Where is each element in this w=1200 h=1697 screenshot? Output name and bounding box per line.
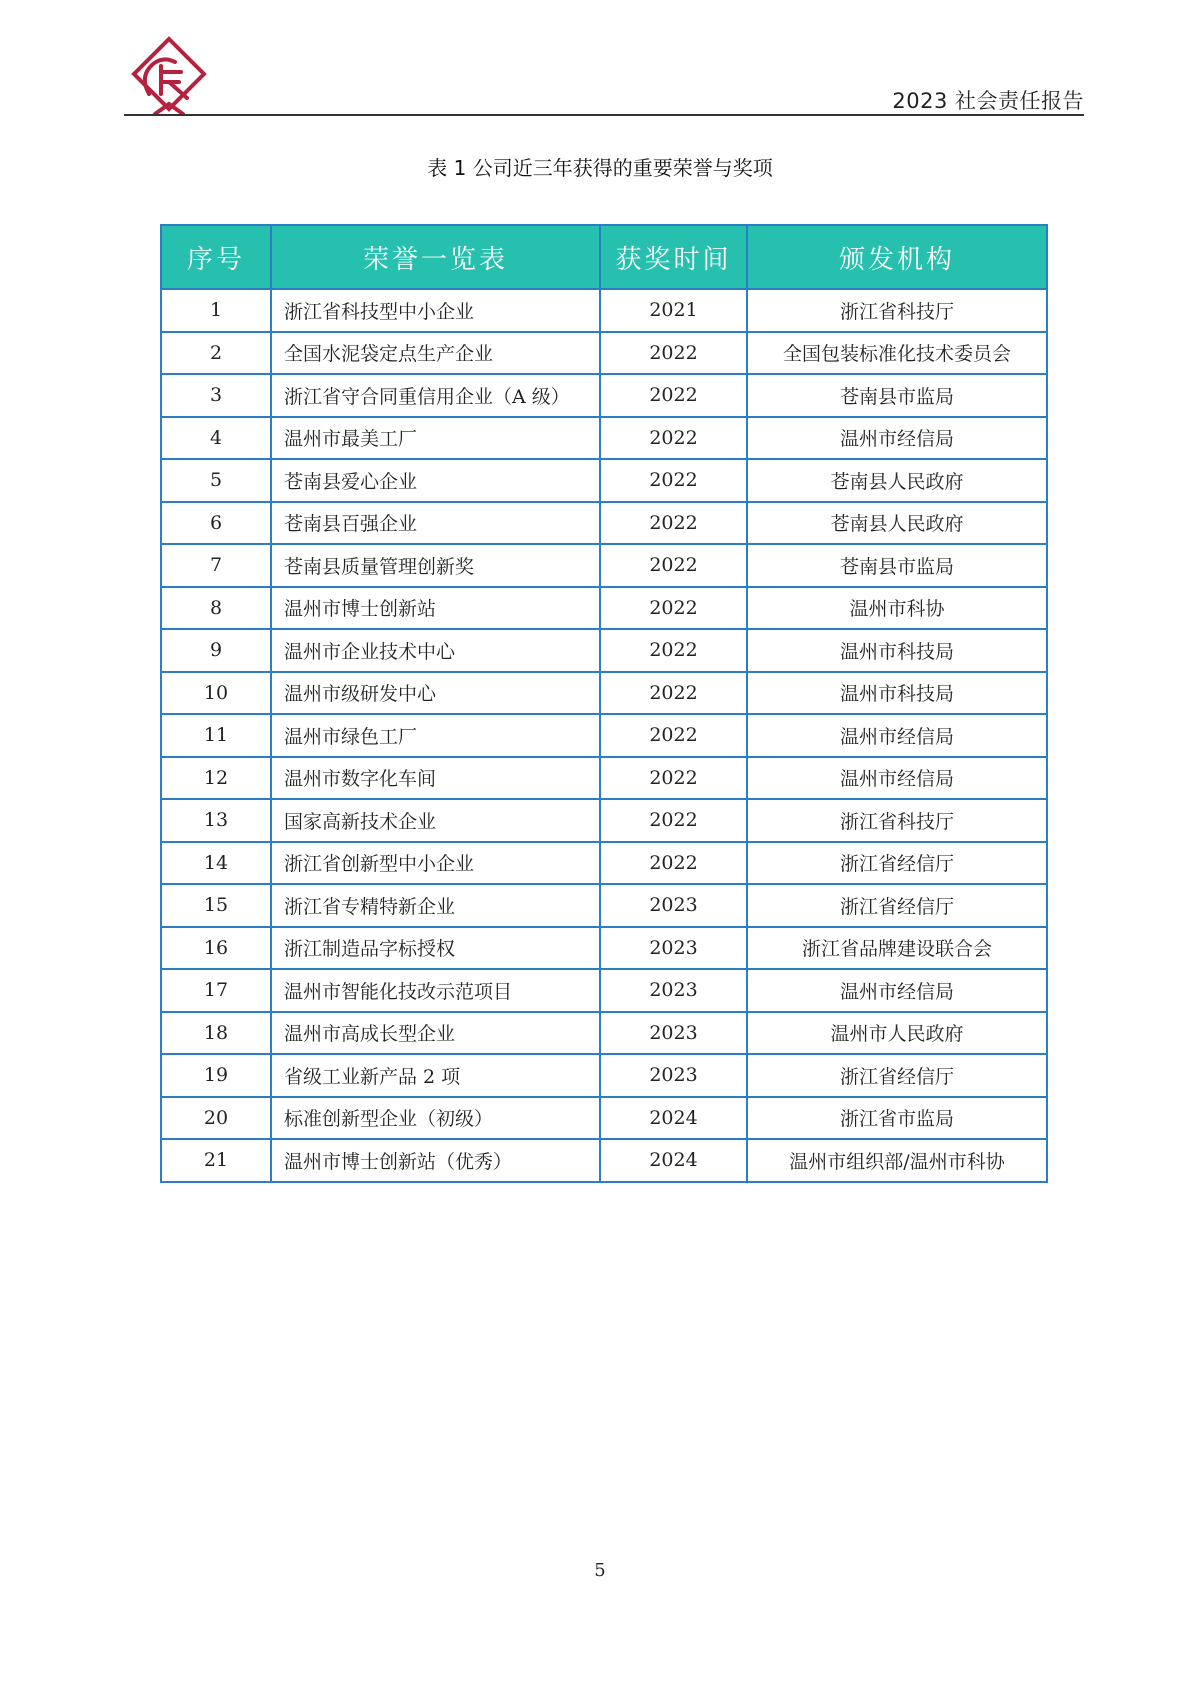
cell-issuer: 浙江省科技厅 <box>747 289 1047 332</box>
cell-index: 3 <box>161 374 271 417</box>
cell-index: 5 <box>161 459 271 502</box>
cell-honor: 浙江省专精特新企业 <box>271 884 600 927</box>
cell-index: 1 <box>161 289 271 332</box>
cell-index: 10 <box>161 672 271 715</box>
table-row <box>161 502 1047 545</box>
cell-year: 2022 <box>600 544 747 587</box>
table-row <box>161 374 1047 417</box>
cell-issuer: 浙江省品牌建设联合会 <box>747 927 1047 970</box>
cell-issuer: 温州市科协 <box>747 587 1047 630</box>
table-row <box>161 757 1047 800</box>
cell-index: 18 <box>161 1012 271 1055</box>
cell-honor: 浙江省科技型中小企业 <box>271 289 600 332</box>
cell-honor: 苍南县百强企业 <box>271 502 600 545</box>
cell-honor: 温州市博士创新站（优秀） <box>271 1139 600 1182</box>
table-row <box>161 587 1047 630</box>
cell-year: 2023 <box>600 884 747 927</box>
cell-index: 2 <box>161 332 271 375</box>
cell-honor: 温州市数字化车间 <box>271 757 600 800</box>
table-row <box>161 969 1047 1012</box>
cell-year: 2022 <box>600 374 747 417</box>
cell-year: 2022 <box>600 587 747 630</box>
cell-honor: 浙江省创新型中小企业 <box>271 842 600 885</box>
cell-year: 2022 <box>600 629 747 672</box>
cell-issuer: 温州市经信局 <box>747 757 1047 800</box>
cell-index: 16 <box>161 927 271 970</box>
cell-index: 19 <box>161 1054 271 1097</box>
cell-issuer: 苍南县市监局 <box>747 544 1047 587</box>
cell-year: 2022 <box>600 799 747 842</box>
cell-honor: 温州市企业技术中心 <box>271 629 600 672</box>
table-row <box>161 799 1047 842</box>
table-row <box>161 1054 1047 1097</box>
cell-index: 13 <box>161 799 271 842</box>
cell-issuer: 温州市经信局 <box>747 714 1047 757</box>
cell-issuer: 浙江省经信厅 <box>747 884 1047 927</box>
column-header-year: 获奖时间 <box>600 225 747 289</box>
cell-issuer: 浙江省市监局 <box>747 1097 1047 1140</box>
cell-honor: 国家高新技术企业 <box>271 799 600 842</box>
cell-issuer: 温州市经信局 <box>747 969 1047 1012</box>
table-row <box>161 332 1047 375</box>
cell-honor: 温州市绿色工厂 <box>271 714 600 757</box>
cell-index: 6 <box>161 502 271 545</box>
cell-year: 2022 <box>600 672 747 715</box>
cell-year: 2024 <box>600 1139 747 1182</box>
cell-index: 9 <box>161 629 271 672</box>
honors-table <box>160 224 1048 1183</box>
cell-year: 2022 <box>600 842 747 885</box>
cell-issuer: 苍南县人民政府 <box>747 459 1047 502</box>
cell-year: 2023 <box>600 969 747 1012</box>
table-row <box>161 544 1047 587</box>
cell-honor: 温州市博士创新站 <box>271 587 600 630</box>
column-header-honor: 荣誉一览表 <box>271 225 600 289</box>
cell-issuer: 苍南县人民政府 <box>747 502 1047 545</box>
cell-honor: 全国水泥袋定点生产企业 <box>271 332 600 375</box>
column-header-issuer: 颁发机构 <box>747 225 1047 289</box>
cell-year: 2022 <box>600 502 747 545</box>
cell-honor: 苍南县爱心企业 <box>271 459 600 502</box>
cell-year: 2022 <box>600 714 747 757</box>
cell-index: 17 <box>161 969 271 1012</box>
table-row <box>161 417 1047 460</box>
cell-issuer: 全国包装标准化技术委员会 <box>747 332 1047 375</box>
cell-year: 2022 <box>600 417 747 460</box>
table-row <box>161 459 1047 502</box>
cell-issuer: 温州市经信局 <box>747 417 1047 460</box>
cell-year: 2023 <box>600 927 747 970</box>
cell-year: 2021 <box>600 289 747 332</box>
table-row <box>161 884 1047 927</box>
cell-year: 2022 <box>600 332 747 375</box>
cell-issuer: 温州市科技局 <box>747 672 1047 715</box>
cell-index: 15 <box>161 884 271 927</box>
cell-issuer: 温州市人民政府 <box>747 1012 1047 1055</box>
cell-issuer: 温州市组织部/温州市科协 <box>747 1139 1047 1182</box>
cell-issuer: 苍南县市监局 <box>747 374 1047 417</box>
cell-year: 2023 <box>600 1054 747 1097</box>
cell-honor: 浙江制造品字标授权 <box>271 927 600 970</box>
table-header-row <box>161 225 1047 289</box>
cell-issuer: 温州市科技局 <box>747 629 1047 672</box>
cell-honor: 温州市高成长型企业 <box>271 1012 600 1055</box>
cell-honor: 浙江省守合同重信用企业（A 级） <box>271 374 600 417</box>
table-row <box>161 1097 1047 1140</box>
cell-honor: 标准创新型企业（初级） <box>271 1097 600 1140</box>
cell-honor: 温州市最美工厂 <box>271 417 600 460</box>
cell-year: 2023 <box>600 1012 747 1055</box>
cell-honor: 省级工业新产品 2 项 <box>271 1054 600 1097</box>
cell-issuer: 浙江省经信厅 <box>747 1054 1047 1097</box>
table-row <box>161 289 1047 332</box>
cell-index: 4 <box>161 417 271 460</box>
table-row <box>161 672 1047 715</box>
table-caption: 表 1 公司近三年获得的重要荣誉与奖项 <box>427 156 773 180</box>
table-row <box>161 927 1047 970</box>
cell-year: 2022 <box>600 459 747 502</box>
cell-honor: 苍南县质量管理创新奖 <box>271 544 600 587</box>
table-row <box>161 629 1047 672</box>
table-row <box>161 1012 1047 1055</box>
cell-index: 20 <box>161 1097 271 1140</box>
table-row <box>161 842 1047 885</box>
cell-issuer: 浙江省经信厅 <box>747 842 1047 885</box>
cell-index: 21 <box>161 1139 271 1182</box>
cell-index: 12 <box>161 757 271 800</box>
cell-index: 14 <box>161 842 271 885</box>
cell-year: 2022 <box>600 757 747 800</box>
cell-index: 8 <box>161 587 271 630</box>
table-row <box>161 714 1047 757</box>
column-header-index: 序号 <box>161 225 271 289</box>
cell-year: 2024 <box>600 1097 747 1140</box>
cell-honor: 温州市级研发中心 <box>271 672 600 715</box>
table-row <box>161 1139 1047 1182</box>
report-title: 2023 社会责任报告 <box>892 89 1084 113</box>
cell-issuer: 浙江省科技厅 <box>747 799 1047 842</box>
header-divider <box>124 114 1084 116</box>
company-seal-logo-icon <box>131 36 207 118</box>
cell-index: 7 <box>161 544 271 587</box>
page-number: 5 <box>594 1560 606 1581</box>
cell-index: 11 <box>161 714 271 757</box>
cell-honor: 温州市智能化技改示范项目 <box>271 969 600 1012</box>
